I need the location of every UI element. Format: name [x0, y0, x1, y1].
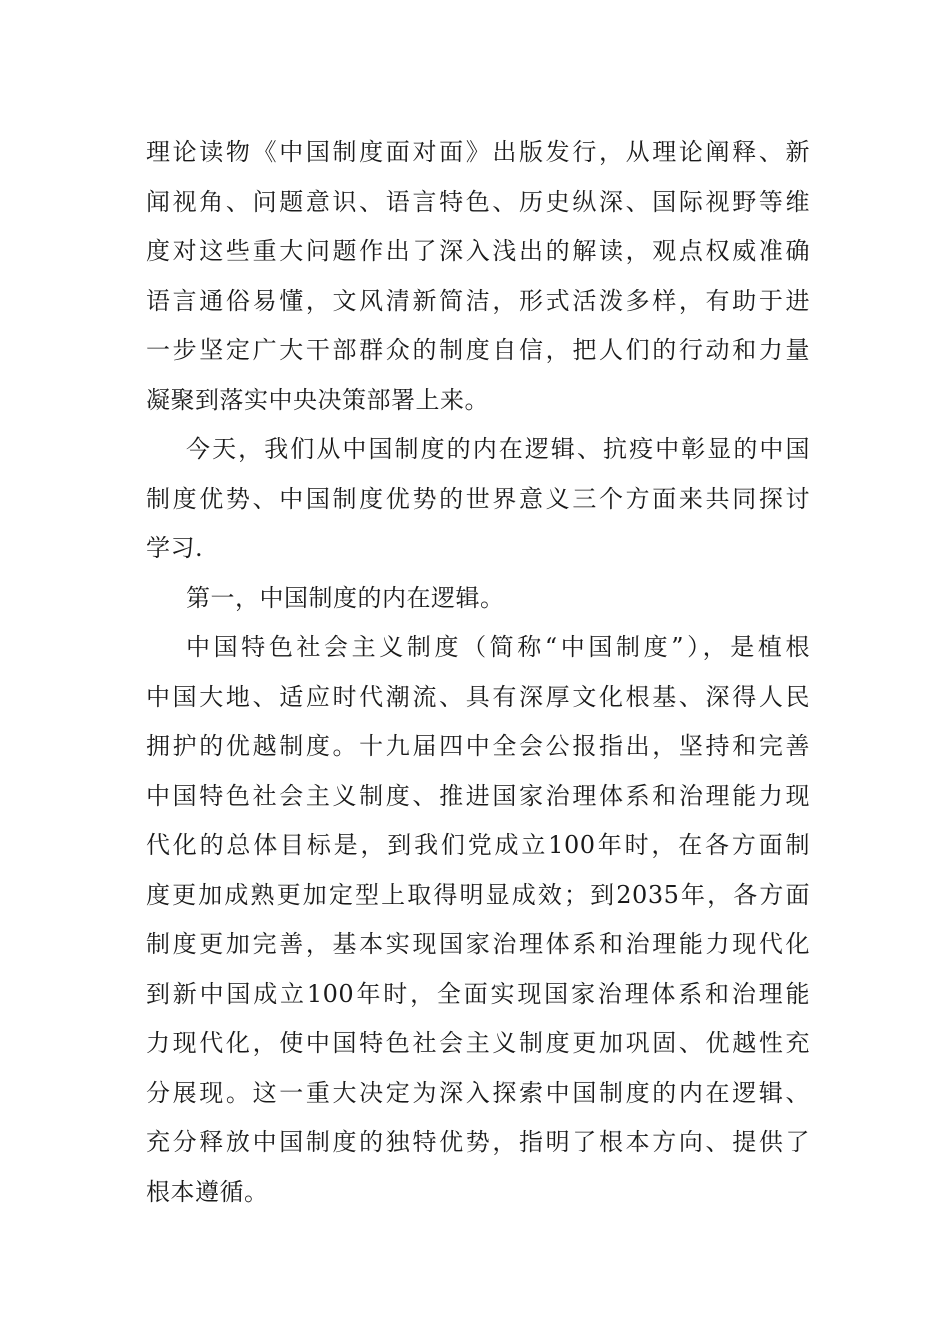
paragraph-line: 充分释放中国制度的独特优势，指明了根本方向、提供了: [146, 1128, 810, 1156]
paragraph-line: 度更加成熟更加定型上取得明显成效；到2035年，各方面: [146, 880, 810, 909]
paragraph-line: 度对这些重大问题作出了深入浅出的解读，观点权威准确: [146, 237, 810, 265]
paragraph-line: 理论读物《中国制度面对面》出版发行，从理论阐释、新: [146, 138, 810, 166]
paragraph-line: 一步坚定广大干部群众的制度自信，把人们的行动和力量: [146, 336, 810, 364]
paragraph-line: 力现代化，使中国特色社会主义制度更加巩固、优越性充: [146, 1029, 810, 1057]
paragraph-line: 制度更加完善，基本实现国家治理体系和治理能力现代化: [146, 930, 810, 958]
paragraph-line: 中国特色社会主义制度、推进国家治理体系和治理能力现: [146, 781, 810, 810]
section-heading: 第一，中国制度的内在逻辑。: [186, 583, 505, 612]
paragraph-line: 今天，我们从中国制度的内在逻辑、抗疫中彰显的中国: [186, 435, 810, 463]
paragraph-line: 学习.: [146, 534, 204, 562]
paragraph-line: 根本遵循。: [146, 1177, 269, 1206]
paragraph-line: 中国特色社会主义制度（简称“中国制度”），是植根: [186, 633, 810, 661]
paragraph-line: 制度优势、中国制度优势的世界意义三个方面来共同探讨: [146, 484, 810, 513]
paragraph-line: 到新中国成立100年时，全面实现国家治理体系和治理能: [146, 979, 810, 1008]
paragraph-line: 闻视角、问题意识、语言特色、历史纵深、国际视野等维: [146, 187, 810, 216]
paragraph-line: 语言通俗易懂，文风清新简洁，形式活泼多样，有助于进: [146, 286, 810, 315]
paragraph-line: 凝聚到落实中央决策部署上来。: [146, 385, 489, 414]
paragraph-line: 分展现。这一重大决定为深入探索中国制度的内在逻辑、: [146, 1078, 810, 1107]
paragraph-line: 代化的总体目标是，到我们党成立100年时，在各方面制: [146, 831, 810, 859]
paragraph-line: 中国大地、适应时代潮流、具有深厚文化根基、深得人民: [146, 682, 810, 711]
document-body: [146, 128, 810, 1217]
paragraph-line: 拥护的优越制度。十九届四中全会公报指出，坚持和完善: [146, 732, 810, 760]
